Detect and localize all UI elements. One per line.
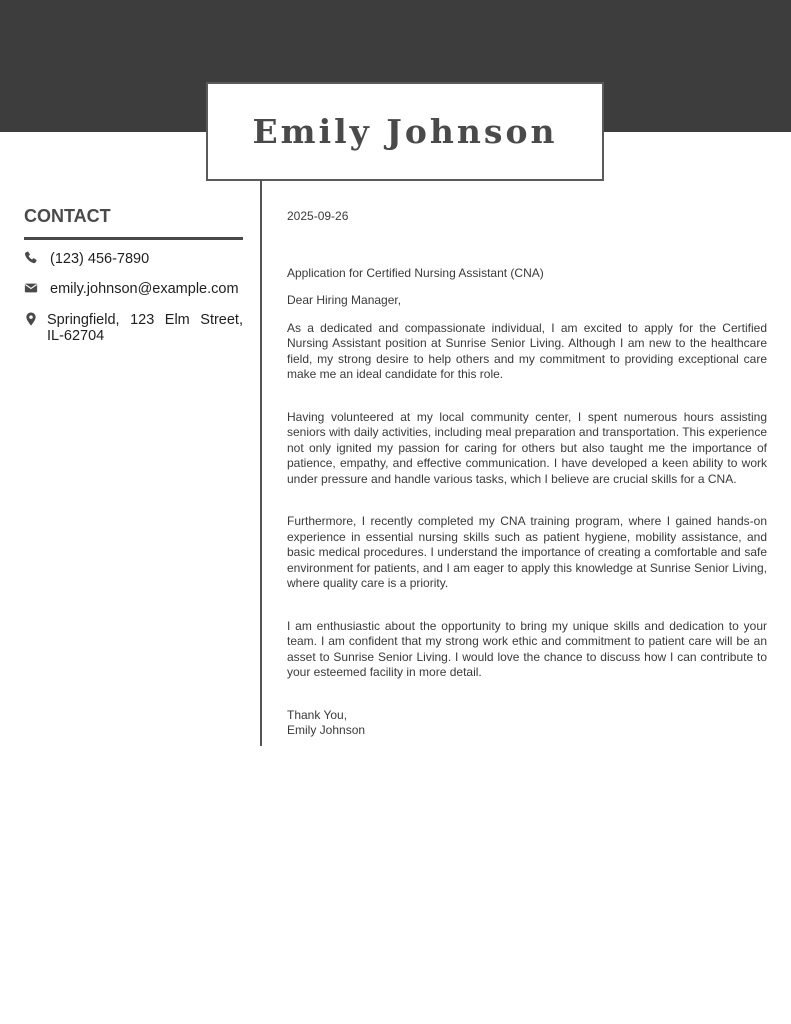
envelope-icon [24,281,38,297]
contact-sidebar [24,206,243,344]
letter-paragraph: Furthermore, I recently completed my CNA training program, where I gained hands-on experience in essential nursing skills such as patient hygiene, mobility assistance, and basic medical procedures. I understand the importance of creating a comfortable and safe environment for patients, and I am eager to apply this knowledge at Sunrise Senior Living, where quality care is a priority. [287,514,767,590]
contact-heading: CONTACT [24,206,243,240]
phone-text: (123) 456-7890 [50,251,150,267]
email-text: emily.johnson@example.com [50,281,239,297]
contact-phone [24,251,243,267]
letter-signature: Emily Johnson [287,723,366,737]
phone-icon [24,251,38,267]
letter-date: 2025-09-26 [287,209,349,223]
letter-greeting: Dear Hiring Manager, [287,293,402,307]
letter-paragraph: I am enthusiastic about the opportunity to bring my unique skills and dedication to your team. I am confident that my strong work ethic and commitment to patient care will be an asset to Sunrise Senior Living. I would love the chance to discuss how I can contribute to your esteemed facility in more detail. [287,618,767,679]
column-divider [260,180,262,746]
letter-paragraph: As a dedicated and compassionate individual, I am excited to apply for the Certified Nursing Assistant position at Sunrise Senior Living. Although I am new to the healthcare field, my strong desire to help others and my commitment to providing exceptional care make me an ideal candidate for this role. [287,320,767,381]
applicant-name: Emily Johnson [252,112,558,151]
contact-address [24,312,243,344]
address-text: Springfield, 123 Elm Street, IL-62704 [47,312,243,344]
cover-letter-body [287,209,767,739]
letter-subject: Application for Certified Nursing Assistant (CNA) [287,265,544,280]
contact-email [24,281,243,297]
letter-closing: Thank You, [287,707,348,722]
letter-paragraph: Having volunteered at my local community center, I spent numerous hours assisting seniors with daily activities, including meal preparation and transportation. This experience not only ignited my passion for caring for others but also taught me the importance of patience, empathy, and effective communication. I have developed a keen ability to work under pressure and handle various tasks, which I believe are crucial skills for a CNA. [287,409,767,486]
map-pin-icon [24,312,38,328]
name-box [206,82,604,181]
